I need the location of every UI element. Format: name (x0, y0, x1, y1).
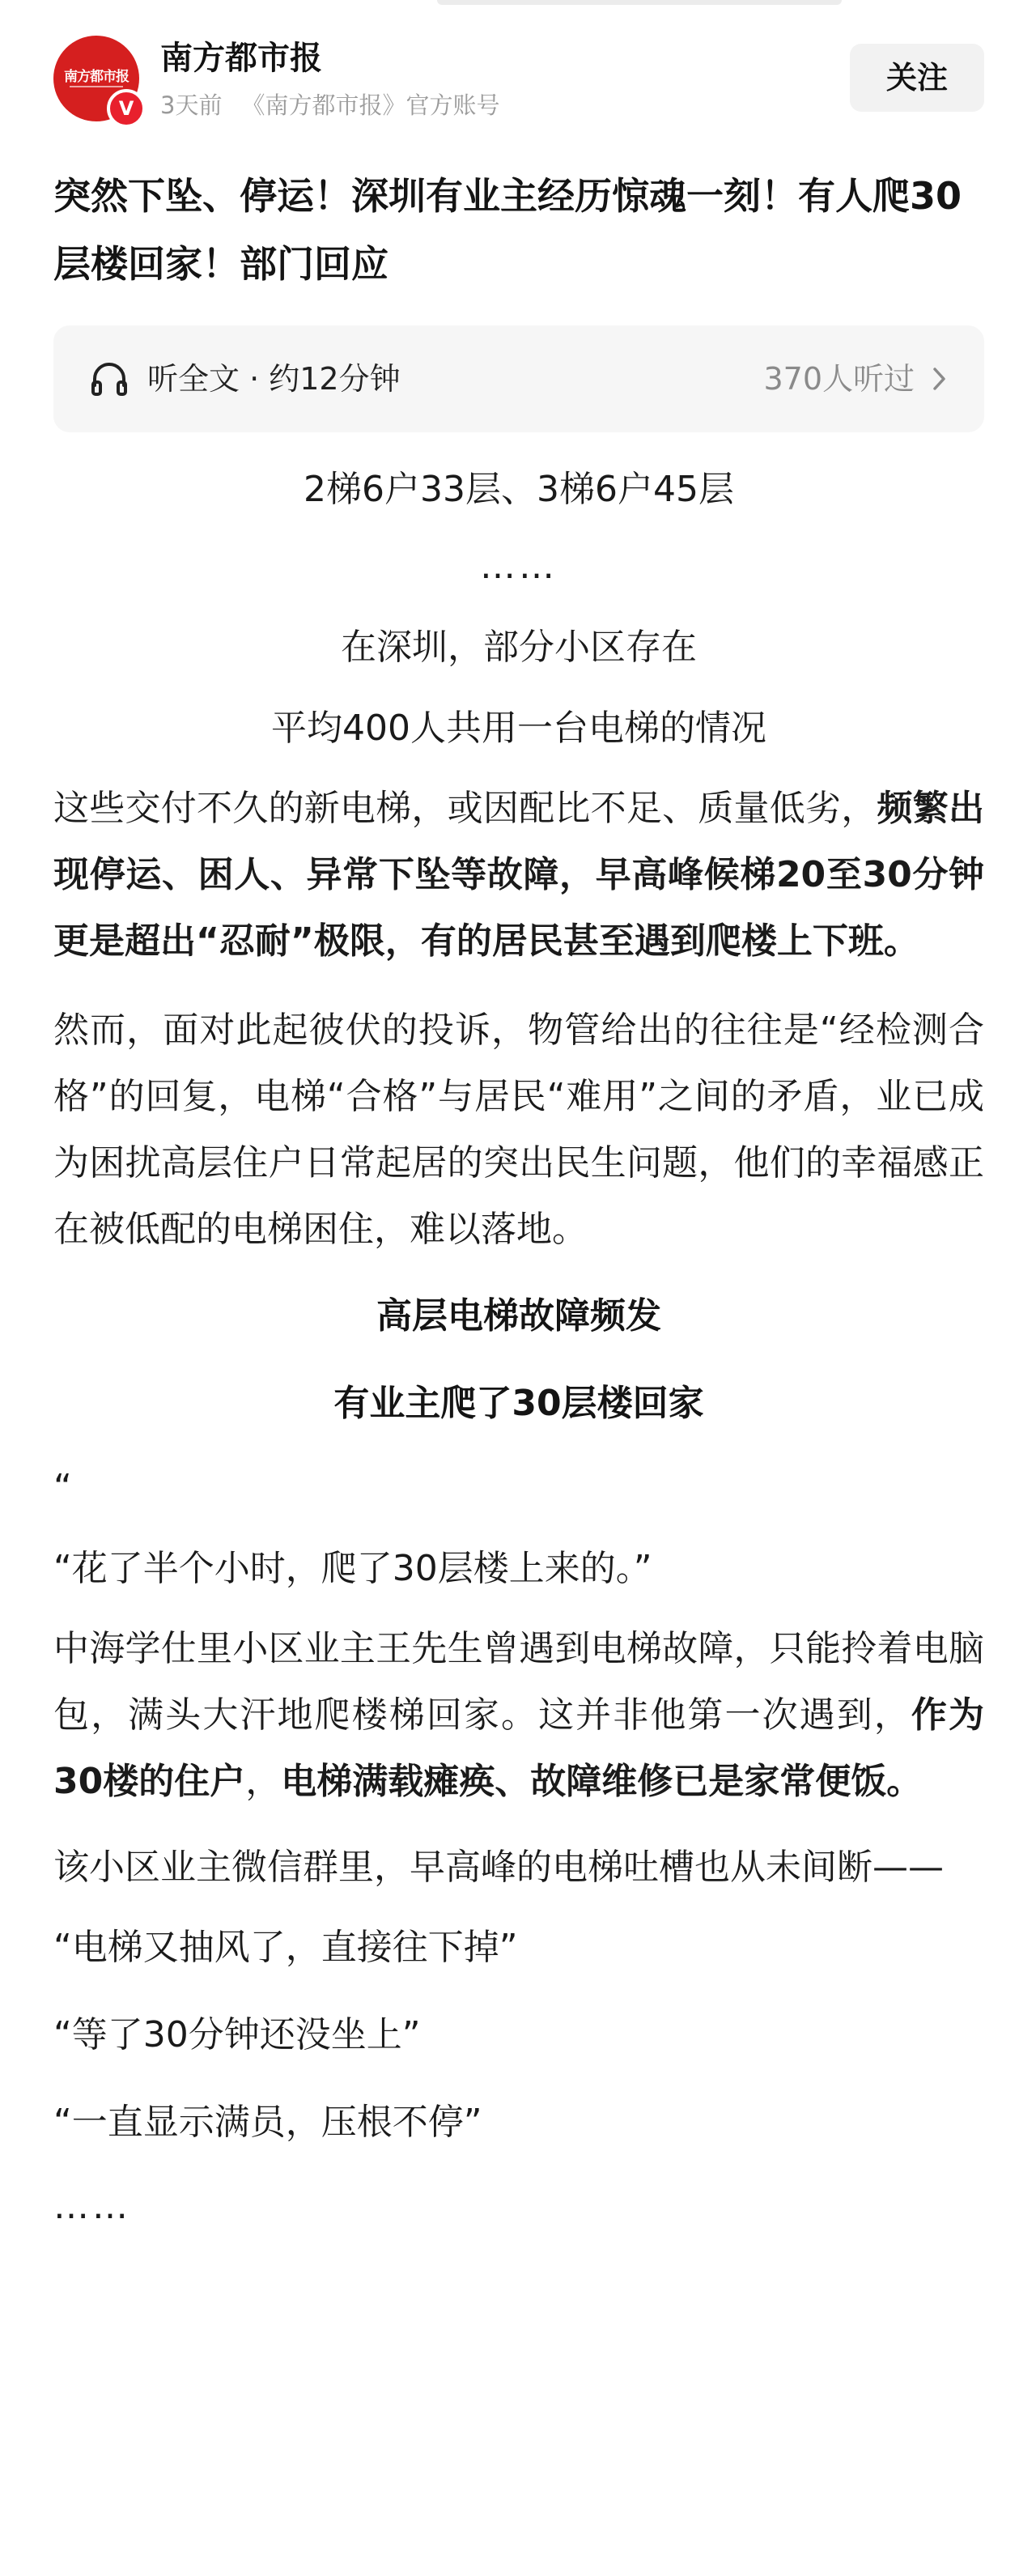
ending-ellipsis: …… (53, 2186, 131, 2227)
paragraph-1-part-a: 这些交付不久的新电梯，或因配比不足、质量低劣， (53, 788, 877, 829)
account-name[interactable]: 南方都市报 (160, 40, 322, 77)
headphone-icon (91, 361, 128, 397)
paragraph-1 (53, 776, 984, 975)
account-meta (160, 89, 499, 121)
avatar-logo-text: 南方都市报 (64, 69, 129, 85)
article-header (53, 36, 984, 133)
intro-line-3: 在深圳，部分小区存在 (341, 627, 697, 668)
quote-1: “花了半个小时，爬了30层楼上来的。” (53, 1548, 652, 1589)
article-body (53, 453, 984, 2247)
follow-button[interactable]: 关注 (850, 44, 984, 112)
avatar-logo-line (70, 86, 123, 87)
paragraph-4: 该小区业主微信群里，早高峰的电梯吐槽也从未间断—— (53, 1847, 944, 1888)
listen-full-text-bar[interactable] (53, 325, 984, 432)
listen-count: 370人听过 (763, 361, 915, 397)
quote-mark: “ (53, 1467, 72, 1508)
top-handle (437, 0, 842, 5)
post-time: 3天前 (160, 91, 223, 119)
quote-3: “等了30分钟还没坐上” (53, 2014, 421, 2055)
chevron-right-icon (932, 366, 947, 392)
section-heading-1: 高层电梯故障频发 (376, 1295, 661, 1337)
paragraph-3-part-a: 中海学仕里小区业主王先生曾遇到电梯故障，只能拎着电脑包，满头大汗地爬楼梯回家。这并非他第一次遇到， (53, 1628, 984, 1736)
paragraph-3 (53, 1616, 984, 1815)
intro-line-2: …… (480, 546, 558, 587)
account-description: 《南方都市报》官方账号 (241, 91, 500, 119)
listen-label: 听全文 · 约12分钟 (147, 361, 401, 397)
intro-line-4: 平均400人共用一台电梯的情况 (271, 708, 766, 749)
section-heading-2: 有业主爬了30层楼回家 (333, 1383, 704, 1424)
paragraph-3-part-d: 电梯满载瘫痪、故障维修已是家常便饭。 (281, 1761, 923, 1802)
paragraph-3-part-c: ， (245, 1761, 282, 1802)
quote-4: “一直显示满员，压根不停” (53, 2102, 482, 2143)
verified-badge-icon: V (107, 89, 146, 128)
quote-2: “电梯又抽风了，直接往下掉” (53, 1927, 518, 1968)
paragraph-1-part-b: 频繁出现停运、困人、异常下坠等故障，早高峰候梯20至30分钟更是超出“忍耐”极限，有的居民甚至遇到爬楼上下班。 (53, 788, 985, 962)
paragraph-2: 然而，面对此起彼伏的投诉，物管给出的往往是“经检测合格”的回复，电梯“合格”与居民“难用”之间的矛盾，业已成为困扰高层住户日常起居的突出民生问题，他们的幸福感正在被低配的电梯困住，难以落地。 (53, 1010, 984, 1250)
paragraph-3-part-b: 作为30楼的住户 (53, 1694, 985, 1802)
intro-line-1: 2梯6户33层、3梯6户45层 (304, 469, 734, 510)
article-title: 突然下坠、停运！深圳有业主经历惊魂一刻！有人爬30层楼回家！部门回应 (53, 174, 962, 286)
avatar[interactable] (53, 36, 139, 121)
